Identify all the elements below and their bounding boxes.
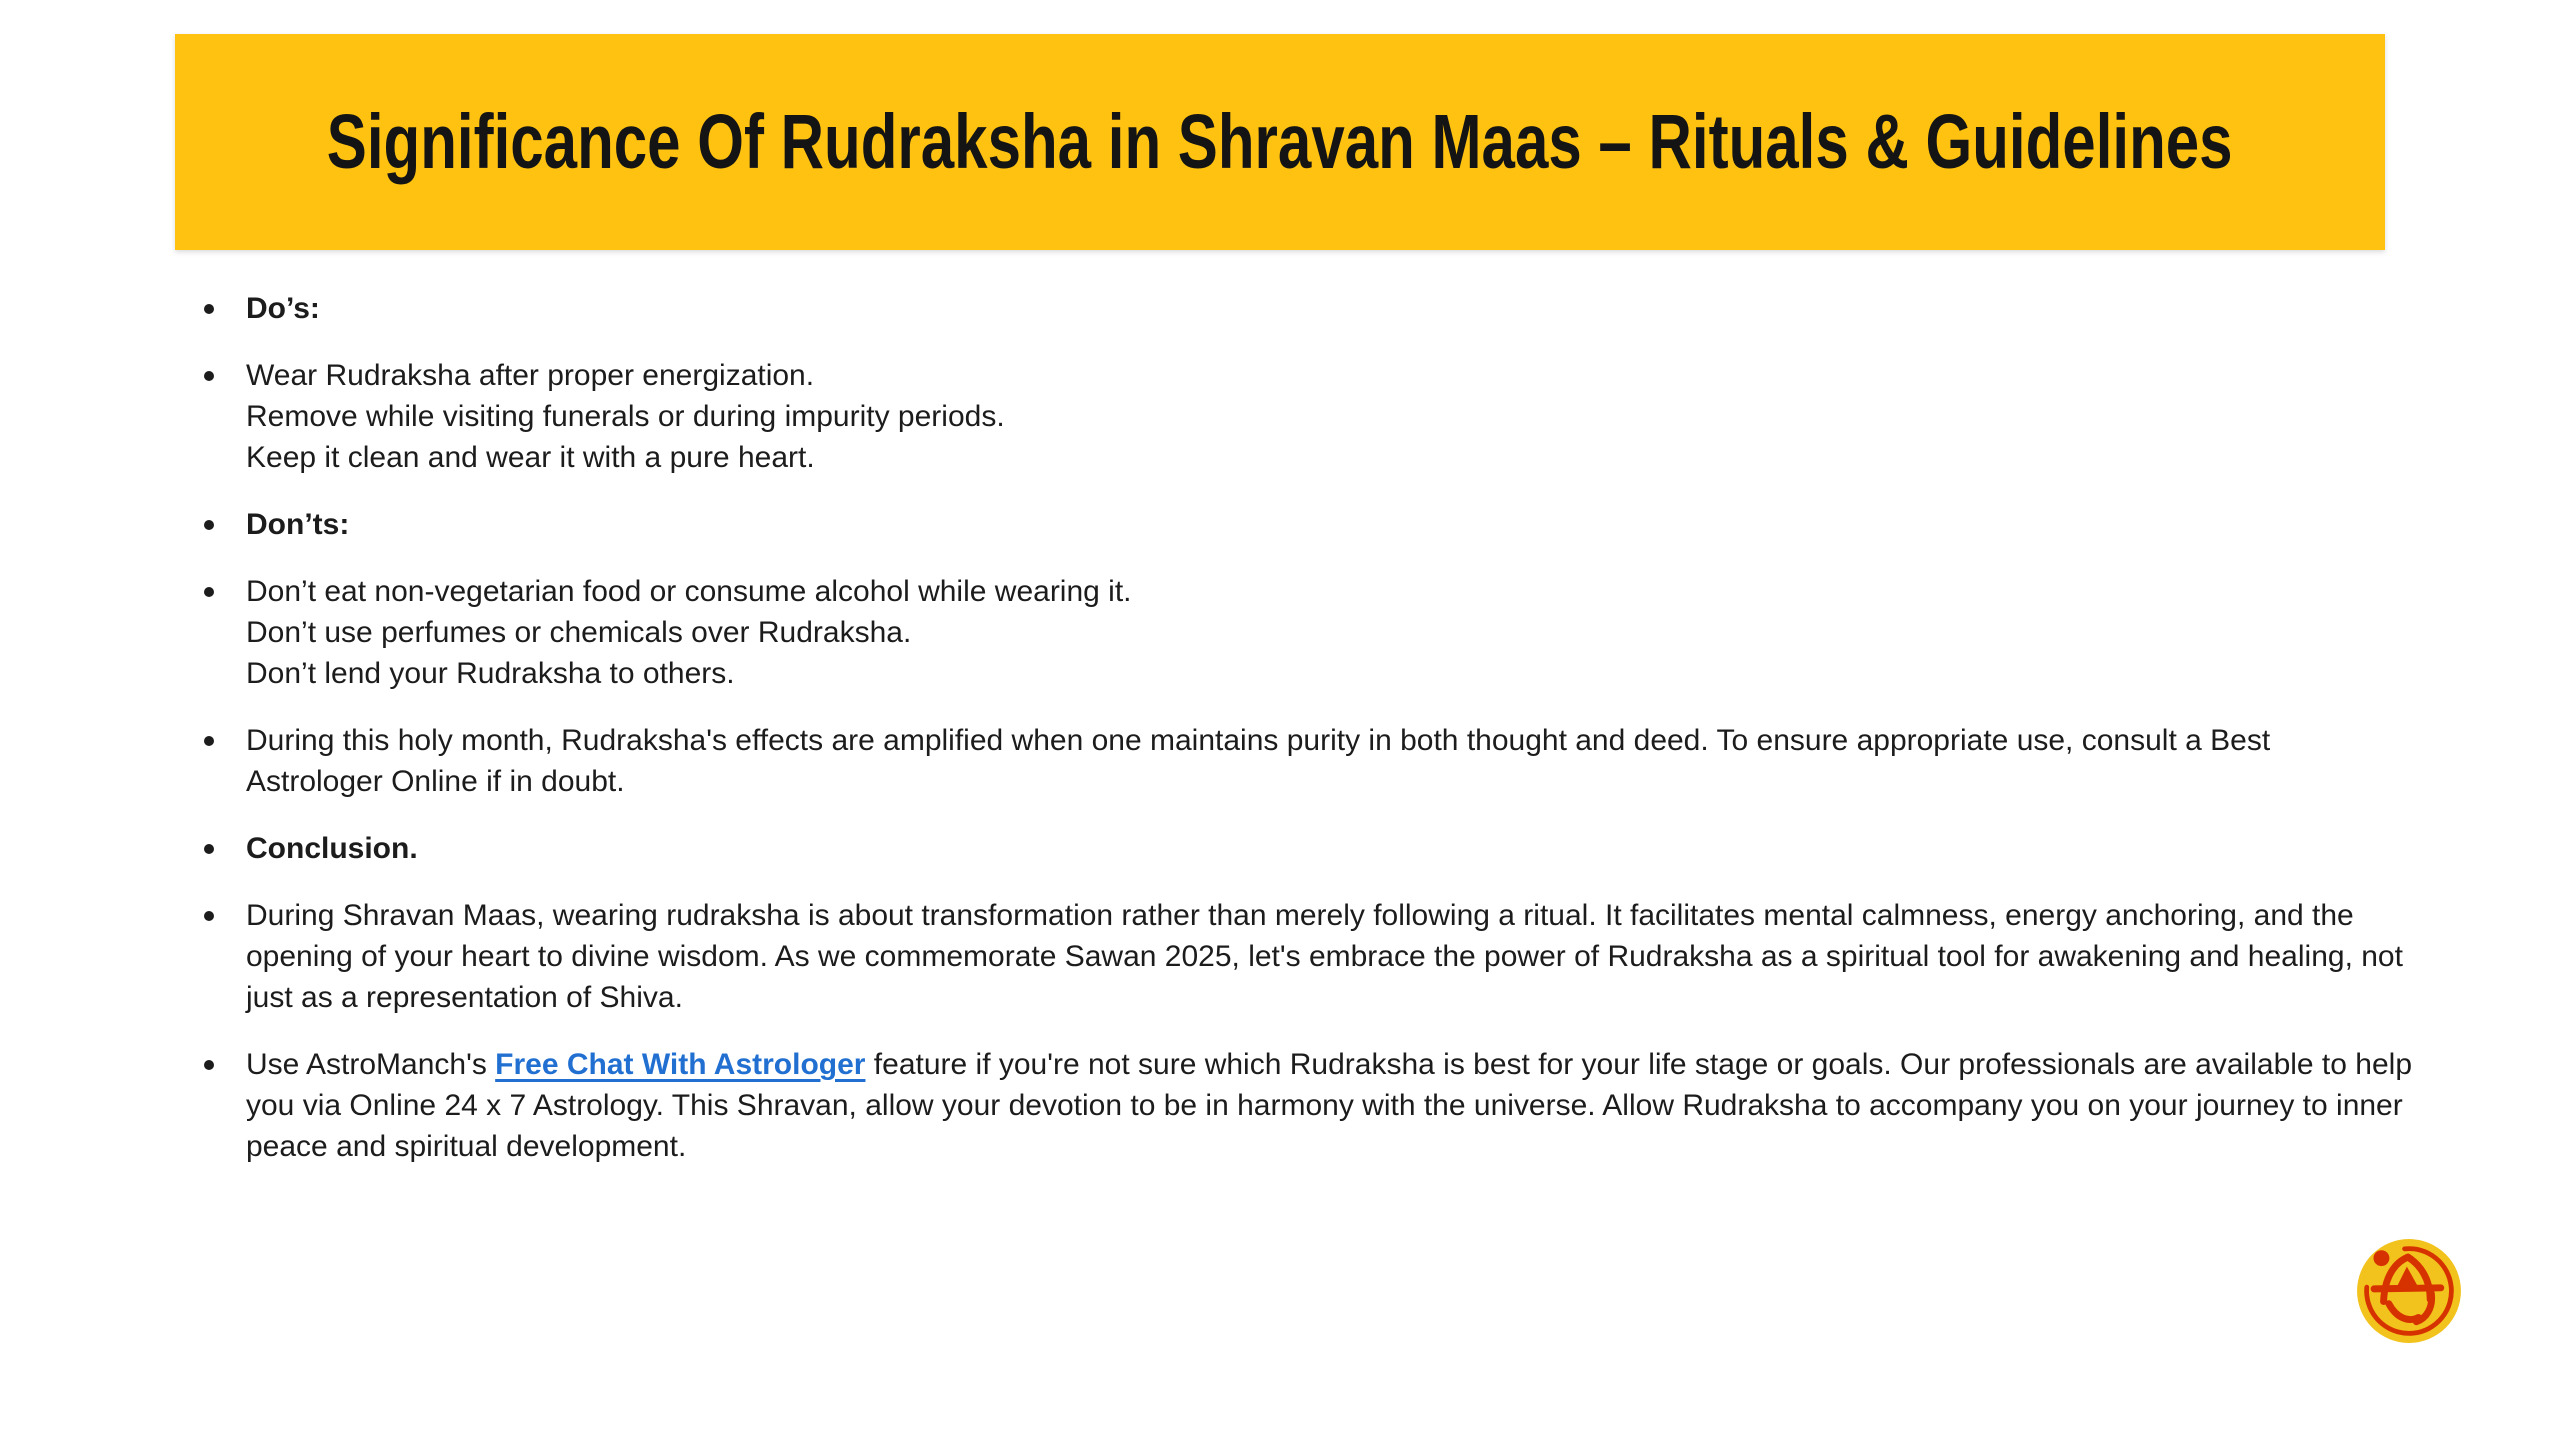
bullet-marker-icon — [204, 1060, 214, 1070]
bullet-text: Don’ts: — [246, 508, 350, 541]
bullet-text: Conclusion. — [246, 832, 418, 865]
bullet-marker-icon — [204, 587, 214, 597]
bullet-text: During this holy month, Rudraksha's effects are amplified when one maintains purity in both thought and deed. To ensure appropriate use, consult a Best Astrologer Online if in doubt. — [246, 724, 2271, 798]
bullet-item — [200, 504, 2412, 545]
bullet-marker-icon — [204, 371, 214, 381]
title-banner — [175, 34, 2385, 250]
astromanch-logo — [2356, 1238, 2462, 1344]
slide-body — [200, 288, 2412, 1193]
bullet-item — [200, 571, 2412, 694]
free-chat-with-astrologer-link[interactable]: Free Chat With Astrologer — [495, 1048, 866, 1081]
bullet-text: Use AstroManch's Free Chat With Astrologer feature if you're not sure which Rudraksha is best for your life stage or goals. Our professionals are available to help you via Online 24 x 7 Astrology. This Shravan, allow your devotion to be in harmony with the universe. Allow Rudraksha to accompany you on your journey to inner peace and spiritual development. — [246, 1048, 2413, 1163]
bullet-marker-icon — [204, 911, 214, 921]
bullet-item — [200, 895, 2412, 1018]
bullet-text: During Shravan Maas, wearing rudraksha is about transformation rather than merely following a ritual. It facilitates mental calmness, energy anchoring, and the opening of your heart to divine wisdom. As we commemorate Sawan 2025, let's embrace the power of Rudraksha as a spiritual tool for awakening and healing, not just as a representation of Shiva. — [246, 899, 2403, 1014]
bullet-text: Wear Rudraksha after proper energization. Remove while visiting funerals or during impurity periods. Keep it clean and wear it with a pure heart. — [246, 359, 1005, 474]
page-title: Significance Of Rudraksha in Shravan Maas – Rituals & Guidelines — [327, 98, 2233, 185]
bullet-item — [200, 288, 2412, 329]
bullet-item — [200, 828, 2412, 869]
bullet-item — [200, 355, 2412, 478]
bullet-list — [200, 288, 2412, 1167]
astromanch-logo-icon — [2356, 1238, 2462, 1344]
bullet-marker-icon — [204, 520, 214, 530]
bullet-item — [200, 1044, 2412, 1167]
bullet-text: Do’s: — [246, 292, 320, 325]
bullet-item — [200, 720, 2412, 802]
bullet-text: Don’t eat non-vegetarian food or consume alcohol while wearing it. Don’t use perfumes or chemicals over Rudraksha. Don’t lend your Rudraksha to others. — [246, 575, 1132, 690]
bullet-marker-icon — [204, 844, 214, 854]
bullet-marker-icon — [204, 736, 214, 746]
bullet-marker-icon — [204, 304, 214, 314]
